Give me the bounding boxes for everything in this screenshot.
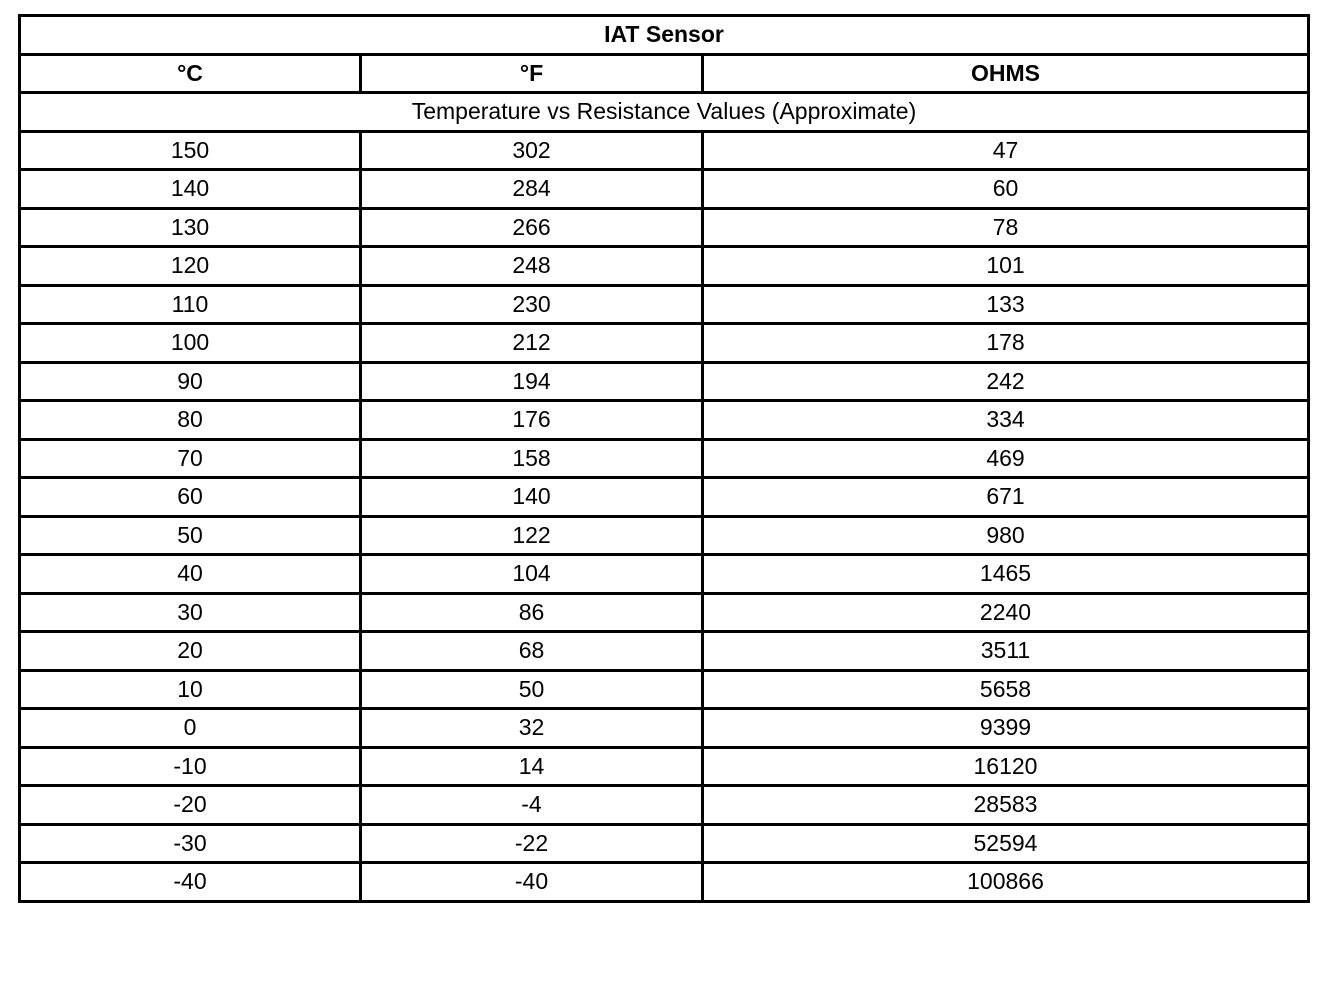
celsius-cell: 100 xyxy=(20,324,361,363)
fahrenheit-cell: 86 xyxy=(361,593,703,632)
ohms-cell: 1465 xyxy=(703,555,1309,594)
table-row xyxy=(20,247,1309,286)
ohms-cell: 671 xyxy=(703,478,1309,517)
celsius-header: °C xyxy=(20,54,361,93)
table-row xyxy=(20,709,1309,748)
celsius-cell: 70 xyxy=(20,439,361,478)
table-row xyxy=(20,401,1309,440)
table-row xyxy=(20,786,1309,825)
table-body xyxy=(20,131,1309,901)
ohms-cell: 9399 xyxy=(703,709,1309,748)
ohms-cell: 52594 xyxy=(703,824,1309,863)
fahrenheit-cell: 230 xyxy=(361,285,703,324)
celsius-cell: 130 xyxy=(20,208,361,247)
table-row xyxy=(20,824,1309,863)
celsius-cell: 110 xyxy=(20,285,361,324)
table-row xyxy=(20,439,1309,478)
celsius-cell: 30 xyxy=(20,593,361,632)
ohms-cell: 78 xyxy=(703,208,1309,247)
fahrenheit-cell: 284 xyxy=(361,170,703,209)
ohms-cell: 469 xyxy=(703,439,1309,478)
fahrenheit-cell: 32 xyxy=(361,709,703,748)
ohms-header: OHMS xyxy=(703,54,1309,93)
celsius-cell: -40 xyxy=(20,863,361,902)
fahrenheit-cell: 104 xyxy=(361,555,703,594)
table-row xyxy=(20,324,1309,363)
ohms-cell: 3511 xyxy=(703,632,1309,671)
table-row xyxy=(20,362,1309,401)
table-row xyxy=(20,670,1309,709)
iat-sensor-table xyxy=(18,14,1310,903)
fahrenheit-cell: 68 xyxy=(361,632,703,671)
fahrenheit-cell: 140 xyxy=(361,478,703,517)
fahrenheit-cell: -40 xyxy=(361,863,703,902)
celsius-cell: 150 xyxy=(20,131,361,170)
celsius-cell: 40 xyxy=(20,555,361,594)
ohms-cell: 101 xyxy=(703,247,1309,286)
ohms-cell: 16120 xyxy=(703,747,1309,786)
note-row xyxy=(20,93,1309,132)
table-row xyxy=(20,593,1309,632)
ohms-cell: 47 xyxy=(703,131,1309,170)
ohms-cell: 980 xyxy=(703,516,1309,555)
ohms-cell: 178 xyxy=(703,324,1309,363)
fahrenheit-cell: 176 xyxy=(361,401,703,440)
fahrenheit-cell: -22 xyxy=(361,824,703,863)
fahrenheit-header: °F xyxy=(361,54,703,93)
table-note: Temperature vs Resistance Values (Approximate) xyxy=(20,93,1309,132)
table-row xyxy=(20,863,1309,902)
fahrenheit-cell: 194 xyxy=(361,362,703,401)
table-row xyxy=(20,632,1309,671)
fahrenheit-cell: 266 xyxy=(361,208,703,247)
table-row xyxy=(20,170,1309,209)
fahrenheit-cell: 50 xyxy=(361,670,703,709)
fahrenheit-cell: 302 xyxy=(361,131,703,170)
ohms-cell: 60 xyxy=(703,170,1309,209)
table-row xyxy=(20,131,1309,170)
fahrenheit-cell: 248 xyxy=(361,247,703,286)
celsius-cell: 120 xyxy=(20,247,361,286)
ohms-cell: 2240 xyxy=(703,593,1309,632)
celsius-cell: 20 xyxy=(20,632,361,671)
fahrenheit-cell: 158 xyxy=(361,439,703,478)
celsius-cell: 140 xyxy=(20,170,361,209)
table-row xyxy=(20,478,1309,517)
ohms-cell: 334 xyxy=(703,401,1309,440)
celsius-cell: 90 xyxy=(20,362,361,401)
ohms-cell: 100866 xyxy=(703,863,1309,902)
table-row xyxy=(20,555,1309,594)
table-head xyxy=(20,16,1309,132)
celsius-cell: -20 xyxy=(20,786,361,825)
celsius-cell: 10 xyxy=(20,670,361,709)
title-row xyxy=(20,16,1309,55)
celsius-cell: 50 xyxy=(20,516,361,555)
ohms-cell: 28583 xyxy=(703,786,1309,825)
celsius-cell: -10 xyxy=(20,747,361,786)
fahrenheit-cell: 122 xyxy=(361,516,703,555)
fahrenheit-cell: 212 xyxy=(361,324,703,363)
table-title: IAT Sensor xyxy=(20,16,1309,55)
table-row xyxy=(20,747,1309,786)
table-row xyxy=(20,208,1309,247)
header-row xyxy=(20,54,1309,93)
table-row xyxy=(20,516,1309,555)
ohms-cell: 242 xyxy=(703,362,1309,401)
celsius-cell: 0 xyxy=(20,709,361,748)
celsius-cell: 80 xyxy=(20,401,361,440)
celsius-cell: 60 xyxy=(20,478,361,517)
fahrenheit-cell: 14 xyxy=(361,747,703,786)
ohms-cell: 5658 xyxy=(703,670,1309,709)
fahrenheit-cell: -4 xyxy=(361,786,703,825)
celsius-cell: -30 xyxy=(20,824,361,863)
table-row xyxy=(20,285,1309,324)
ohms-cell: 133 xyxy=(703,285,1309,324)
